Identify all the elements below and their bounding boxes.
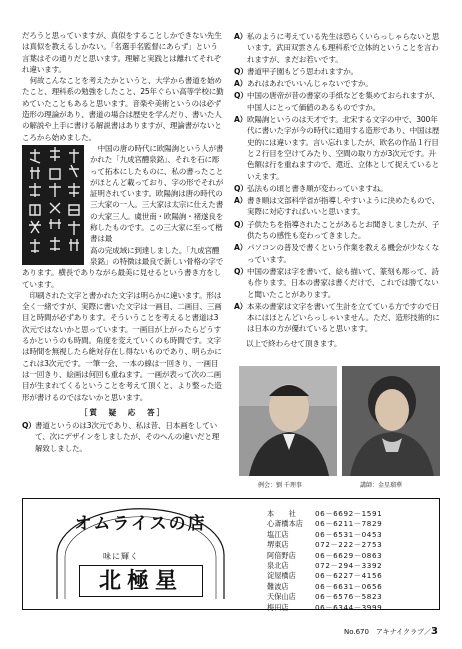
qa-item xyxy=(234,114,440,182)
ad-tagline: 味に輝く xyxy=(103,552,139,561)
qa-item xyxy=(234,90,440,113)
qa-marker: A） xyxy=(234,196,248,206)
photo-caption-right: 講師：金星瑠華 xyxy=(360,482,403,489)
qa-text: パソコンの普及で書くという作業を教える機会が少なくなっています。 xyxy=(247,243,440,264)
branch-phone: 06－6692－1591 xyxy=(315,509,383,518)
qa-section-header: ［質 疑 応 答］ xyxy=(79,407,167,417)
calligraphy-rubbing-icon xyxy=(22,145,84,265)
branch-name: 梅田店 xyxy=(267,602,289,612)
man-portrait-icon xyxy=(239,366,337,476)
paragraph: だろうと思っていますが、真似をすることしかできない先生は真似を教えるしかない。「名選手名監督にあらず」という言葉はその通りだと思います。理解と実践とは離れてそれぞれ違います。 xyxy=(22,31,222,74)
branch-row xyxy=(267,592,427,602)
qa-marker: Q） xyxy=(234,91,248,101)
branch-row xyxy=(267,509,427,519)
qa-marker: Q） xyxy=(234,66,248,76)
speaker-photo-left xyxy=(239,366,337,476)
right-column xyxy=(234,30,440,349)
branch-phone: 06－6211－7829 xyxy=(315,519,383,529)
branch-row xyxy=(267,603,427,613)
qa-text: 中国の書家は字を書いて、絵も描いて、篆刻も彫って、詩も作ります。日本の書家は書くだけで、これでは勝てないと聞いたことがあります。 xyxy=(247,266,439,299)
branch-row xyxy=(267,582,427,592)
page-footer xyxy=(344,626,438,637)
branch-phone: 06－6531－0453 xyxy=(315,529,383,539)
branch-phone-list xyxy=(267,509,427,613)
branch-name: 阿倍野店 xyxy=(267,550,296,560)
qa-text: あれはあれでいいんじゃないですか。 xyxy=(247,79,373,89)
qa-text: 欧陽詢というのは天才です。北宋する文字の中で、300年代に書いた字が今の時代に通用する造形であり、中国は歴史的には違います。言い忘れましたが、欧名の作品１行目と２行目を空けてみたり、空間の取り方が3次元です。升色額は行を重ねますので、還近、立体として捉えているといえます。 xyxy=(247,115,440,181)
photo-caption-left: 例会：劉 千理事 xyxy=(258,482,302,489)
branch-name: 難波店 xyxy=(267,581,289,591)
qa-item xyxy=(234,66,440,77)
qa-marker: A） xyxy=(234,32,248,41)
restaurant-name: 北極星 xyxy=(79,565,203,597)
qa-item xyxy=(234,31,440,65)
branch-phone: 06－6629－0863 xyxy=(315,550,383,560)
qa-marker: A） xyxy=(234,301,248,311)
branch-row xyxy=(267,519,427,529)
woman-portrait-icon xyxy=(342,366,440,476)
branch-row xyxy=(267,561,427,571)
paragraph: 中国の唐の時代に欧陽詢という人が書かれた「九成宮醴泉銘」、それを石に彫って拓本にしたものに、私の書ったことがほとんど載っており、字の形でそれが証明されています。欧陽詢は唐の時代の三大家の一人。三大家は太宗に仕えた書の大家三人。虞世南・欧陽詢・褚遂良を称したものです。この三大家に至って楷書は最 xyxy=(90,143,224,244)
qa-marker: A） xyxy=(234,243,248,253)
ad-logo-title: オムライスの店 xyxy=(74,514,207,534)
branch-row xyxy=(267,530,427,540)
qa-item xyxy=(234,183,440,194)
qa-marker: Q） xyxy=(234,266,248,276)
qa-marker: A） xyxy=(234,115,248,125)
qa-marker: Q） xyxy=(234,219,248,229)
qa-item xyxy=(234,219,440,242)
branch-name: 泉北店 xyxy=(267,561,289,571)
paragraph: 高の完成域に到達しました。「九成宮醴泉銘」の特徴は最良で新しい骨格の字であります。横長でありながら最美に見せるという書き方をしています。 xyxy=(22,245,224,289)
qa-list xyxy=(234,31,440,335)
qa-text: 本来の書家は文字を書いて生計を立てている方ですので日本にはほとんどいらっしゃいません。ただ、造形技術的には日本の方が優れていると思います。 xyxy=(247,301,440,334)
qa-text: 書道甲子園もどう思われますか。 xyxy=(247,66,358,76)
qa-item xyxy=(234,242,440,265)
branch-name: 堺東店 xyxy=(267,540,289,550)
branch-phone: 072－222－2753 xyxy=(315,540,383,550)
paragraph: 何故こんなことを考えたかというと、大学から書道を始めたこと、理科系の勉強をしたこと、25年ぐらい高等学校に勤めていたこともあると思います。音楽や美術というのは必ず造形の理論があり、書道の場合は歴史を学んだり、書いた人の解説や上手に書ける解説書はありますが、理論書がないところから始めました。 xyxy=(22,76,224,142)
branch-phone: 06－6576－5823 xyxy=(315,592,383,602)
qa-item xyxy=(234,301,440,335)
qa-text: 中国の唐帝が昔の書家の手紙などを集めておられますが、中国人にとって価値のあるものですか。 xyxy=(247,91,440,112)
branch-name: 塩江店 xyxy=(267,529,289,539)
branch-phone: 06－6227－4156 xyxy=(315,571,383,581)
branch-phone: 06－6344－3999 xyxy=(315,602,383,612)
qa-marker: Q） xyxy=(234,183,248,193)
qa-marker: Q） xyxy=(22,421,36,431)
calligraphy-rubbing-image xyxy=(22,145,84,265)
speaker-photo-right xyxy=(342,366,440,476)
page-number: 3 xyxy=(431,626,438,637)
closing-remark: 以上で終わらせて頂きます。 xyxy=(246,338,342,348)
qa-text: 書道というのは3次元であり、私は昔、日本画をしていて、次にデザインをしましたが、そのへんの違いだと理解致しました。 xyxy=(35,421,220,453)
branch-row xyxy=(267,551,427,561)
qa-text: 書き順は文部科学省が指導しやすいように決めたもので、実際に対応すればいいと思います。 xyxy=(247,196,440,217)
left-column xyxy=(22,30,224,454)
qa-text: 子供たちを指導されたことがあるとお聞きしましたが、子供たちの感性も変わってきました。 xyxy=(247,219,440,241)
qa-text: 弘法もの頃と書き順が変わっていますね。 xyxy=(247,183,388,193)
paragraph: 印刷された文字と書かれた文字は明らかに違います。形は全く一緒ですが、実際に書いた文字は一画目、二画目、三画目と時間が必ずあります。そういうことを考えると書道は3次元ではないかと思っています。一画目が上がったらどうするかというのも時間。角度を変えていくのも時間です。文字は時間を無視したら絶対存在し得ないものであり、明らかにこれは3次元です。一筆一会、一本の線は一回きり、一画目は一回きり、絵画は何回も重ねます。一画が表って次の二画目が生まれてくるということを考えて頂くと、より整った造形が書けるのではないかと思います。 xyxy=(22,290,222,402)
qa-item xyxy=(234,266,440,300)
restaurant-advertisement xyxy=(22,498,440,610)
branch-phone: 072－294－3392 xyxy=(315,561,383,571)
branch-name: 天保山店 xyxy=(267,592,296,602)
branch-name: 淀屋橋店 xyxy=(267,571,296,581)
qa-item xyxy=(234,78,440,89)
qa-marker: A） xyxy=(234,79,248,89)
qa-item xyxy=(22,420,224,454)
branch-name: 本 社 xyxy=(267,509,296,518)
branch-name: 心斎橋本店 xyxy=(267,519,303,529)
branch-row xyxy=(267,571,427,581)
branch-row xyxy=(267,540,427,550)
footer-issue: No.670 アキナイクラブ／ xyxy=(343,628,432,636)
qa-text: 私のように考えている先生は恐らくいらっしゃらないと思います。武田双雲さんも理科系で立体的ということを言われますが、まだお若いです。 xyxy=(247,32,440,64)
branch-phone: 06－6631－0656 xyxy=(315,581,383,591)
qa-item xyxy=(234,195,440,218)
